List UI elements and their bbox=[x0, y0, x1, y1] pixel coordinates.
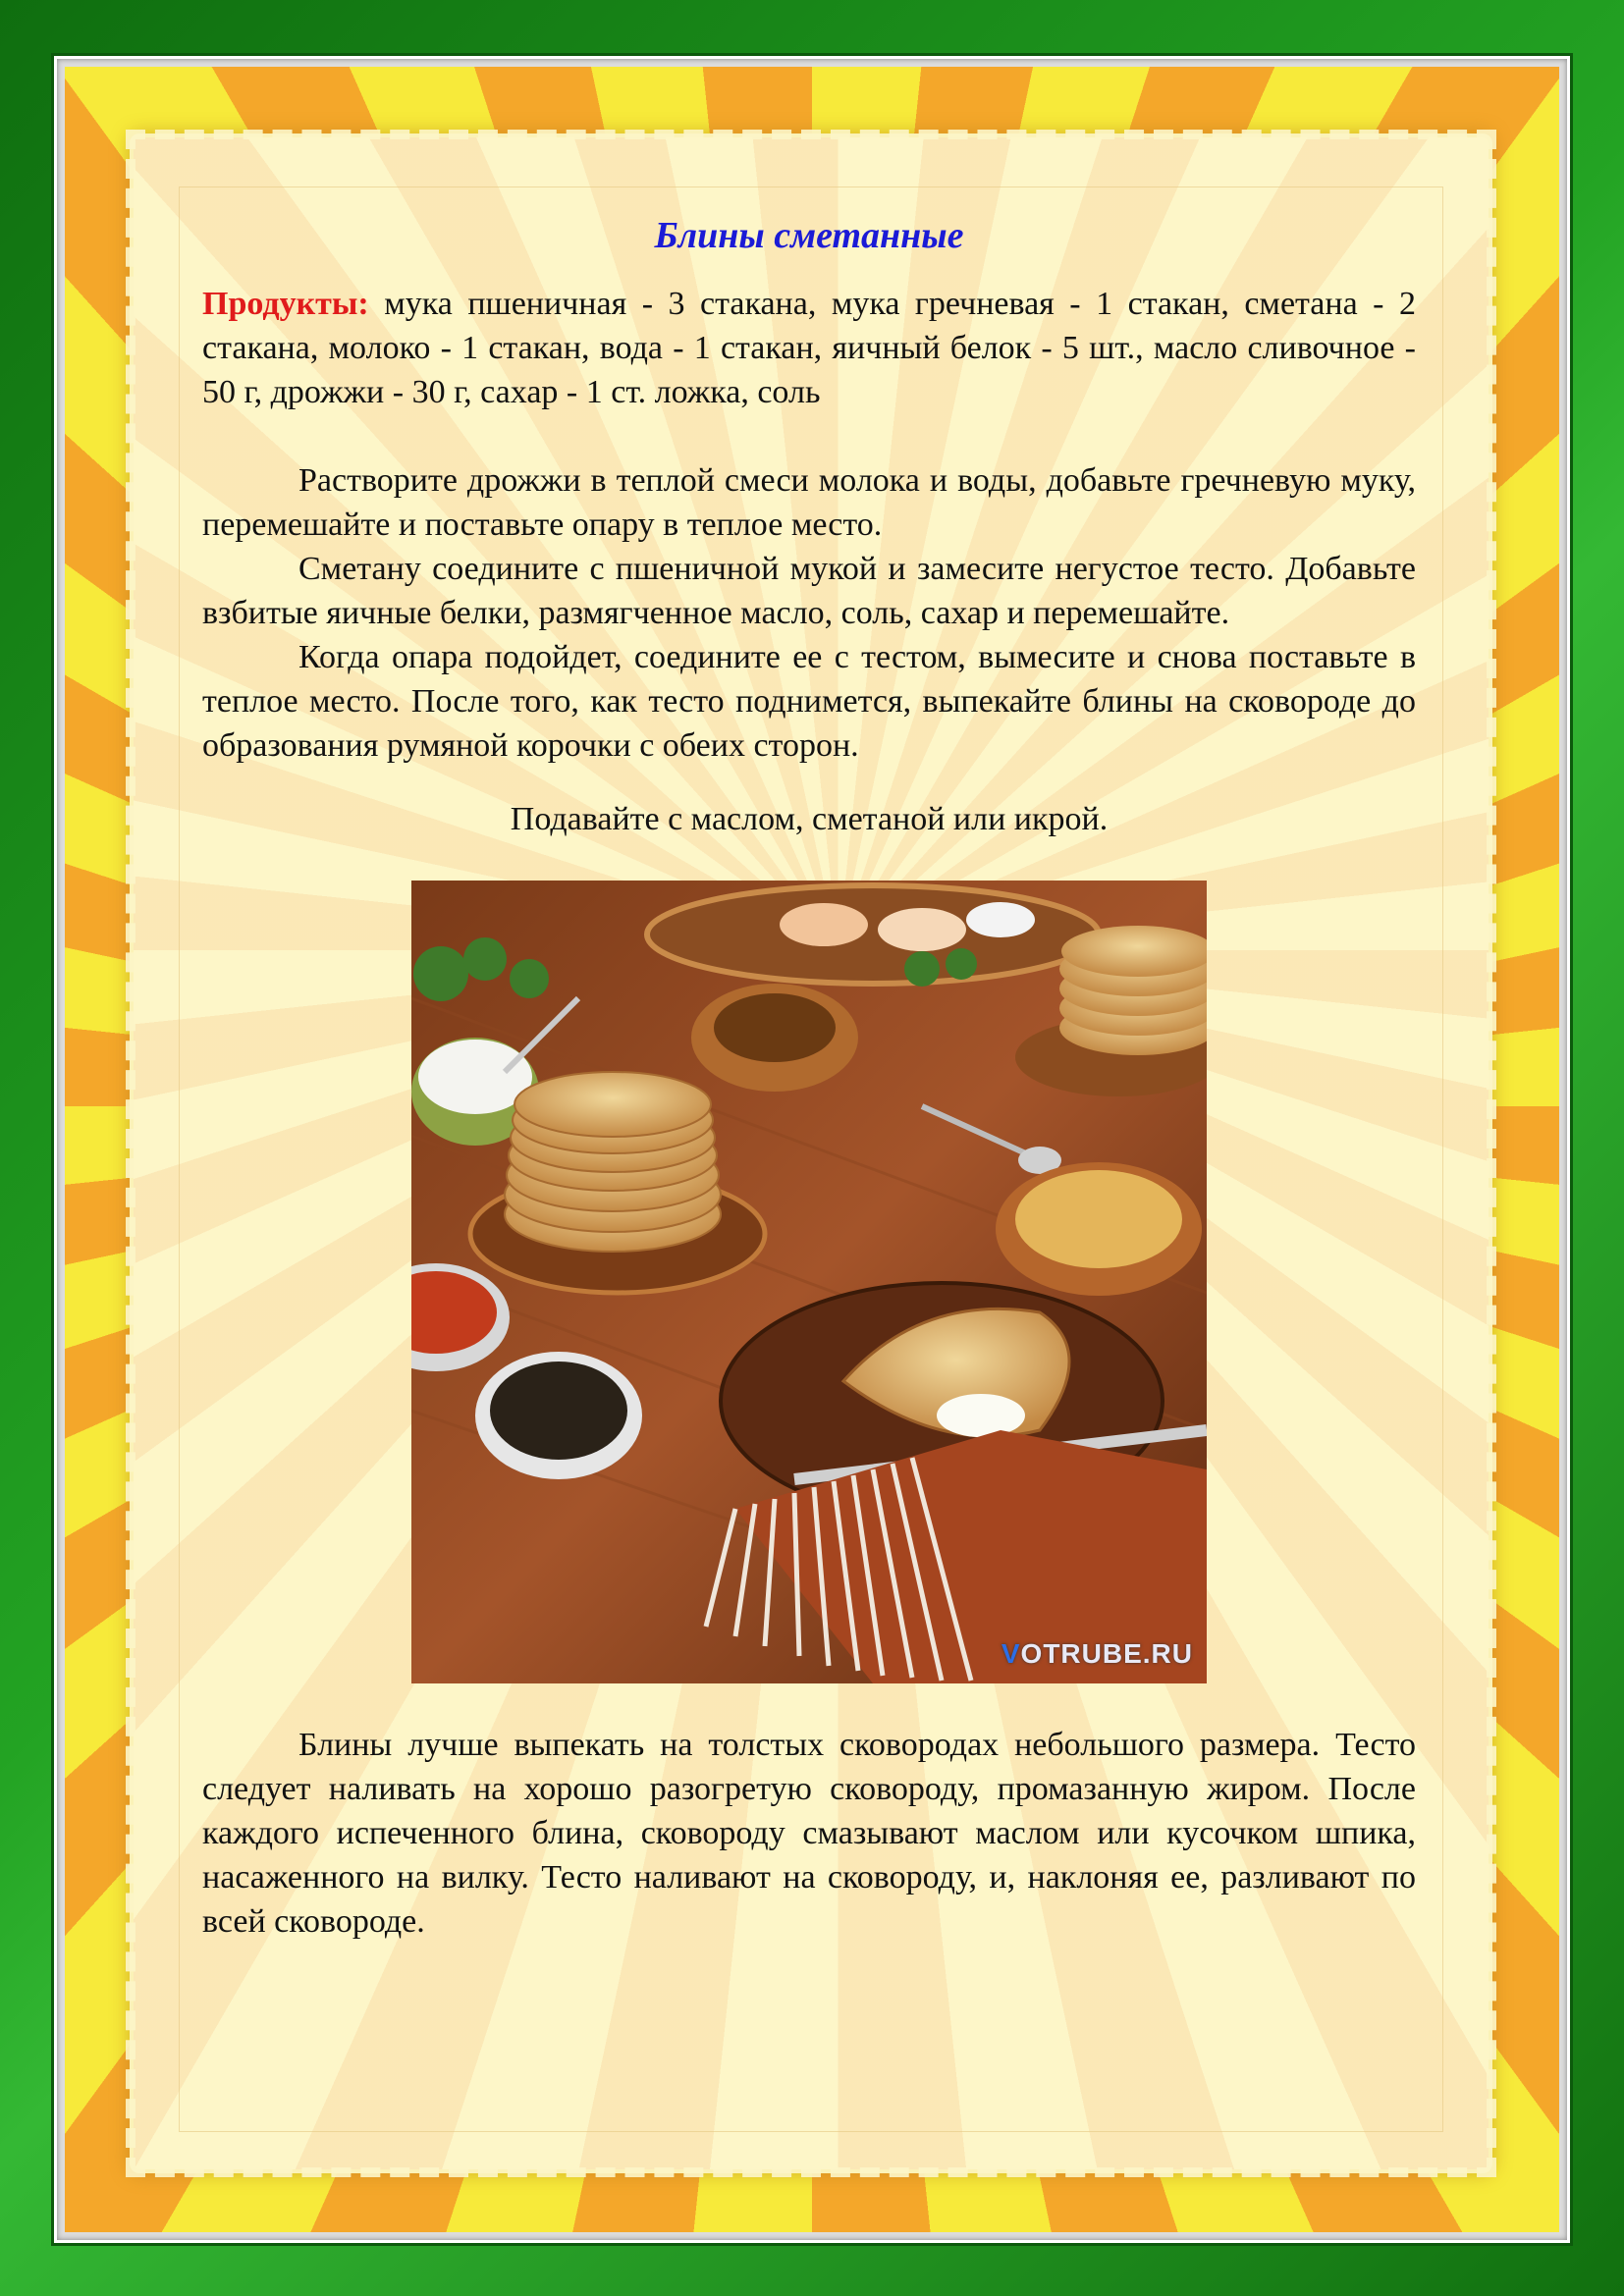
ingredients-text: мука пшеничная - 3 стакана, мука гречневая - 1 стакан, сметана - 2 стакана, молоко - 1 стакан, вода - 1 стакан, яичный белок - 5 шт., масло сливочное - 50 г, дрожжи - 30 г, сахар - 1 ст. ложка, соль bbox=[202, 286, 1416, 410]
cooking-tip: Блины лучше выпекать на толстых сковородах небольшого размера. Тесто следует наливать на хорошо разогретую сковороду, промазанную жиром. После каждого испеченного блина, сковороду смазывают маслом или кусочком шпика, насаженного на вилку. Тесто наливают на сковороду, и, наклоняя ее, разливают по всей сковороде. bbox=[202, 1727, 1416, 1940]
step-1: Растворите дрожжи в теплой смеси молока и воды, добавьте гречневую муку, перемешайте и поставьте опару в теплое место. bbox=[202, 462, 1416, 543]
spacer bbox=[202, 414, 1416, 458]
ingredients-paragraph bbox=[202, 282, 1416, 414]
pancakes-photo bbox=[411, 881, 1207, 1683]
watermark-text: OTRUBE.RU bbox=[1020, 1638, 1193, 1669]
serving-suggestion: Подавайте с маслом, сметаной или икрой. bbox=[510, 801, 1109, 837]
recipe-title: Блины сметанные bbox=[654, 215, 964, 256]
photo-watermark bbox=[1001, 1631, 1193, 1676]
step-3: Когда опара подойдет, соедините ее с тестом, вымесите и снова поставьте в теплое место. После того, как тесто поднимется, выпекайте блины на сковороде до образования румяной корочки с обеих сторон. bbox=[202, 639, 1416, 764]
recipe-content bbox=[202, 211, 1416, 1944]
ingredients-label: Продукты: bbox=[202, 286, 369, 322]
step-2: Сметану соедините с пшеничной мукой и замесите негустое тесто. Добавьте взбитые яичные белки, размягченное масло, соль, сахар и перемешайте. bbox=[202, 551, 1416, 631]
watermark-v: V bbox=[1001, 1638, 1021, 1669]
pancakes-photo-image bbox=[411, 881, 1207, 1683]
